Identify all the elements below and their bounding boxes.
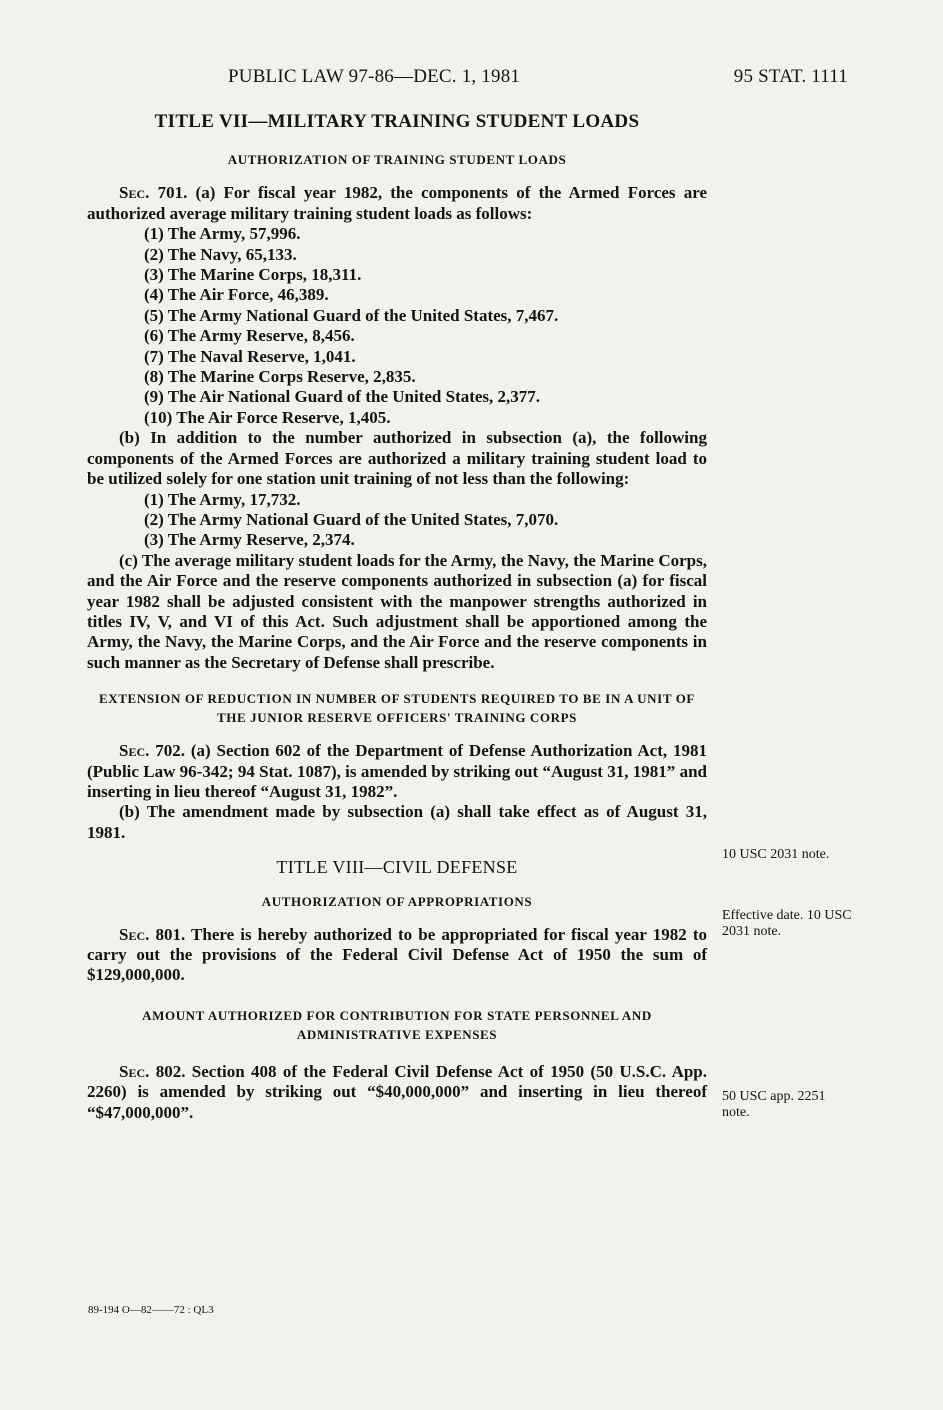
- list-item: (2) The Navy, 65,133.: [144, 244, 297, 264]
- list-item: (7) The Naval Reserve, 1,041.: [144, 346, 356, 366]
- sec-802-label: Sec. 802.: [119, 1061, 186, 1081]
- list-item: (3) The Marine Corps, 18,311.: [144, 265, 362, 285]
- list-item: (1) The Army, 17,732.: [144, 489, 301, 509]
- margin-note-10usc2031: 10 USC 2031 note.: [722, 847, 830, 862]
- main-text-column: [87, 112, 707, 1123]
- section-heading-jrotc: EXTENSION OF REDUCTION IN NUMBER OF STUDENTS REQUIRED TO BE IN A UNIT OF THE JUNIOR RESERVE OFFICERS' TRAINING CORPS: [99, 691, 695, 726]
- header-stat-page: 95 STAT. 1111: [733, 66, 848, 87]
- margin-note-effective-date: Effective date. 10 USC 2031 note.: [722, 908, 852, 939]
- section-heading-student-loads: AUTHORIZATION OF TRAINING STUDENT LOADS: [227, 152, 567, 168]
- list-item: (9) The Air National Guard of the United States, 2,377.: [144, 387, 541, 407]
- sec-801-text: There is hereby authorized to be appropriated for fiscal year 1982 to carry out the provisions of the Federal Civil Defense Act of 1950 the sum of $129,000,000.: [87, 924, 707, 985]
- sec-701-b-list: [87, 490, 707, 551]
- sec-701-a-text: (a) For fiscal year 1982, the components of the Armed Forces are authorized average military training student loads as follows:: [87, 183, 708, 223]
- sec-702-a-text: (a) Section 602 of the Department of Defense Authorization Act, 1981 (Public Law 96-342; 94 Stat. 1087), is amended by striking out “August 31, 1981” and inserting in lieu thereof “August 31, 1982”.: [87, 741, 708, 801]
- list-item: (1) The Army, 57,996.: [144, 224, 301, 244]
- title-vii-heading: TITLE VII—MILITARY TRAINING STUDENT LOADS: [154, 111, 640, 132]
- margin-note-50usc2251: 50 USC app. 2251 note.: [722, 1089, 826, 1120]
- sec-701-a-list: [87, 224, 707, 428]
- sec-701-b: (b) In addition to the number authorized in subsection (a), the following components of the Armed Forces are authorized a military training student load to be utilized solely for one station unit training of not less than the following:: [87, 428, 707, 489]
- section-heading-state-personnel: AMOUNT AUTHORIZED FOR CONTRIBUTION FOR STATE PERSONNEL AND ADMINISTRATIVE EXPENSES: [142, 1007, 652, 1042]
- sec-801-label: Sec. 801.: [119, 924, 186, 944]
- list-item: (10) The Air Force Reserve, 1,405.: [144, 407, 391, 427]
- section-heading-appropriations: AUTHORIZATION OF APPROPRIATIONS: [261, 893, 533, 909]
- running-header: [88, 66, 848, 96]
- sec-802-text: Section 408 of the Federal Civil Defense Act of 1950 (50 U.S.C. App. 2260) is amended by striking out “$40,000,000” and inserting in lieu thereof “$47,000,000”.: [87, 1061, 707, 1122]
- printer-code-footer: 89-194 O—82——72 : QL3: [88, 1304, 214, 1316]
- sec-701-c: (c) The average military student loads for the Army, the Navy, the Marine Corps, and the Air Force and the reserve components authorized in subsection (a) for fiscal year 1982 shall be adjusted consistent with the manpower strengths authorized in titles IV, V, and VI of this Act. Such adjustment shall be apportioned among the Army, the Navy, the Marine Corps, and the Air Force and the reserve components in such manner as the Secretary of Defense shall prescribe.: [87, 550, 707, 672]
- sec-702-label: Sec. 702.: [119, 741, 185, 761]
- list-item: (4) The Air Force, 46,389.: [144, 285, 329, 305]
- sec-801: [87, 925, 707, 986]
- list-item: (2) The Army National Guard of the United States, 7,070.: [144, 509, 559, 529]
- sec-702-a: [87, 741, 707, 802]
- title-viii-heading: TITLE VIII—CIVIL DEFENSE: [276, 857, 518, 878]
- sec-701-label: Sec. 701.: [119, 183, 188, 203]
- sec-802: [87, 1062, 707, 1123]
- header-public-law: PUBLIC LAW 97-86—DEC. 1, 1981: [228, 66, 521, 87]
- list-item: (8) The Marine Corps Reserve, 2,835.: [144, 367, 416, 387]
- sec-702-b: (b) The amendment made by subsection (a) shall take effect as of August 31, 1981.: [87, 802, 707, 842]
- list-item: (6) The Army Reserve, 8,456.: [144, 326, 355, 346]
- sec-701-a: [87, 183, 707, 224]
- list-item: (5) The Army National Guard of the United States, 7,467.: [144, 305, 559, 325]
- list-item: (3) The Army Reserve, 2,374.: [144, 530, 355, 550]
